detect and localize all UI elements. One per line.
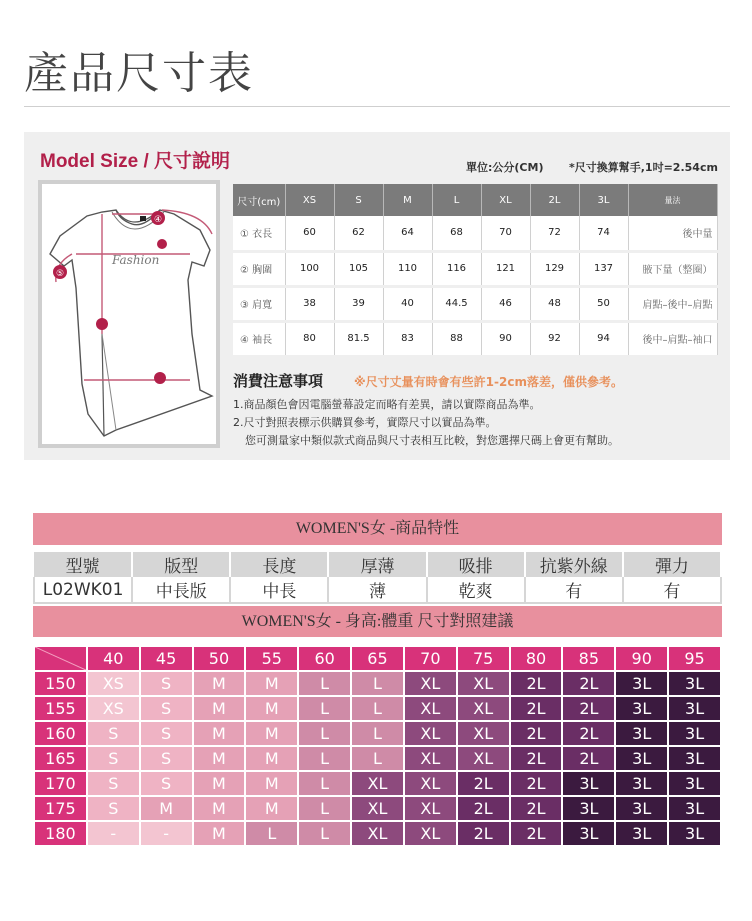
size-cell: 2L — [563, 722, 614, 745]
size-cell: 3L — [616, 822, 667, 845]
marker-five: ⑤ — [56, 269, 65, 279]
features-table — [33, 552, 722, 604]
size-cell: L — [299, 722, 350, 745]
method-cell: 腋下量（整圈） — [628, 251, 717, 286]
size-cell: 2L — [458, 772, 509, 795]
size-cell: 3L — [669, 797, 720, 820]
cell: 81.5 — [334, 321, 383, 356]
cell: 38 — [285, 286, 334, 321]
size-cell: XL — [405, 797, 456, 820]
cell: 44.5 — [432, 286, 481, 321]
size-cell: L — [246, 822, 297, 845]
notice-line: 1.商品顏色會因電腦螢幕設定而略有差異，請以實際商品為準。 — [233, 398, 541, 411]
height-header: 170 — [35, 772, 86, 795]
feature-value: 薄 — [328, 577, 426, 603]
size-cell: S — [141, 772, 192, 795]
size-cell: L — [352, 697, 403, 720]
size-cell: 2L — [511, 822, 562, 845]
grid-row — [35, 722, 720, 745]
cell: 105 — [334, 251, 383, 286]
cell: 83 — [383, 321, 432, 356]
size-cell: L — [352, 747, 403, 770]
size-cell: 3L — [669, 772, 720, 795]
size-cell: M — [194, 672, 245, 695]
row-label: ① 衣長 — [233, 216, 285, 251]
weight-header: 90 — [616, 647, 667, 670]
grid-row — [35, 697, 720, 720]
size-cell: - — [141, 822, 192, 845]
size-cell: 3L — [616, 797, 667, 820]
size-cell: 2L — [511, 672, 562, 695]
col-header: XS — [285, 184, 334, 216]
col-header: 3L — [579, 184, 628, 216]
size-table-header — [233, 184, 717, 216]
size-cell: 3L — [669, 822, 720, 845]
table-row — [233, 321, 717, 356]
cell: 88 — [432, 321, 481, 356]
height-header: 175 — [35, 797, 86, 820]
size-cell: 3L — [669, 672, 720, 695]
page-title: 產品尺寸表 — [24, 48, 254, 99]
size-cell: XL — [405, 722, 456, 745]
grid-header-row — [35, 647, 720, 670]
conversion-note: *尺寸換算幫手,1吋=2.54cm — [569, 161, 718, 174]
feature-value: L02WK01 — [34, 577, 132, 603]
col-header: 尺寸(cm) — [233, 184, 285, 216]
size-cell: S — [141, 722, 192, 745]
size-cell: S — [88, 772, 139, 795]
height-header: 150 — [35, 672, 86, 695]
size-cell: 2L — [511, 797, 562, 820]
size-cell: M — [141, 797, 192, 820]
method-cell: 肩點–後中–肩點 — [628, 286, 717, 321]
cell: 39 — [334, 286, 383, 321]
col-header: S — [334, 184, 383, 216]
size-cell: M — [246, 772, 297, 795]
size-cell: L — [299, 747, 350, 770]
col-header: L — [432, 184, 481, 216]
size-cell: XL — [405, 772, 456, 795]
size-cell: XL — [405, 697, 456, 720]
col-header: XL — [481, 184, 530, 216]
row-label: ④ 袖長 — [233, 321, 285, 356]
cell: 40 — [383, 286, 432, 321]
weight-header: 75 — [458, 647, 509, 670]
size-cell: S — [141, 672, 192, 695]
size-cell: S — [141, 697, 192, 720]
table-row — [233, 216, 717, 251]
size-cell: 3L — [563, 797, 614, 820]
features-header-row — [34, 552, 721, 577]
size-cell: 2L — [458, 822, 509, 845]
features-bar: WOMEN'S女 -商品特性 — [33, 513, 722, 545]
weight-header: 85 — [563, 647, 614, 670]
size-cell: XL — [458, 747, 509, 770]
cell: 62 — [334, 216, 383, 251]
diagram-logo: Fashion — [112, 253, 160, 267]
size-cell: XL — [458, 722, 509, 745]
size-cell: M — [194, 722, 245, 745]
cell: 121 — [481, 251, 530, 286]
weight-header: 45 — [141, 647, 192, 670]
title-divider — [24, 106, 730, 107]
size-cell: 3L — [616, 697, 667, 720]
weight-header: 50 — [194, 647, 245, 670]
col-header: 量法 — [628, 184, 717, 216]
feature-value: 中長版 — [132, 577, 230, 603]
size-cell: M — [194, 697, 245, 720]
table-row — [233, 251, 717, 286]
size-cell: 3L — [616, 722, 667, 745]
cell: 90 — [481, 321, 530, 356]
feature-header: 抗紫外線 — [525, 552, 623, 577]
size-cell: L — [299, 697, 350, 720]
size-cell: 2L — [458, 797, 509, 820]
cell: 80 — [285, 321, 334, 356]
cell: 72 — [530, 216, 579, 251]
size-cell: S — [141, 747, 192, 770]
cell: 116 — [432, 251, 481, 286]
col-header: M — [383, 184, 432, 216]
feature-header: 版型 — [132, 552, 230, 577]
feature-header: 厚薄 — [328, 552, 426, 577]
recommend-grid — [33, 645, 722, 847]
cell: 50 — [579, 286, 628, 321]
size-cell: XL — [405, 672, 456, 695]
size-cell: 2L — [511, 747, 562, 770]
size-table — [233, 184, 718, 358]
size-cell: 3L — [563, 822, 614, 845]
size-cell: M — [246, 722, 297, 745]
height-header: 155 — [35, 697, 86, 720]
cell: 94 — [579, 321, 628, 356]
size-cell: L — [299, 672, 350, 695]
size-cell: XL — [352, 797, 403, 820]
corner-diagonal — [35, 647, 86, 670]
shirt-diagram — [38, 180, 220, 448]
weight-header: 65 — [352, 647, 403, 670]
cell: 68 — [432, 216, 481, 251]
notice-warning: ※尺寸丈量有時會有些許1-2cm落差，僅供參考。 — [354, 375, 623, 389]
feature-header: 長度 — [230, 552, 328, 577]
cell: 46 — [481, 286, 530, 321]
model-size-heading: Model Size / 尺寸說明 — [40, 151, 231, 172]
weight-header: 70 — [405, 647, 456, 670]
size-cell: XL — [405, 822, 456, 845]
size-cell: 3L — [669, 722, 720, 745]
cell: 100 — [285, 251, 334, 286]
size-cell: M — [246, 672, 297, 695]
cell: 64 — [383, 216, 432, 251]
size-cell: 3L — [616, 772, 667, 795]
notice-line: 2.尺寸對照表標示供購買參考，實際尺寸以實品為準。 — [233, 416, 497, 429]
grid-corner — [35, 647, 86, 670]
feature-header: 吸排 — [427, 552, 525, 577]
cell: 92 — [530, 321, 579, 356]
size-cell: 3L — [669, 697, 720, 720]
size-cell: XL — [458, 697, 509, 720]
height-header: 160 — [35, 722, 86, 745]
size-cell: S — [88, 797, 139, 820]
table-row — [233, 286, 717, 321]
cell: 137 — [579, 251, 628, 286]
cell: 110 — [383, 251, 432, 286]
grid-row — [35, 747, 720, 770]
grid-row — [35, 797, 720, 820]
weight-header: 55 — [246, 647, 297, 670]
feature-header: 彈力 — [623, 552, 721, 577]
row-label: ② 胸圍 — [233, 251, 285, 286]
shirt-illustration — [42, 184, 216, 444]
feature-header: 型號 — [34, 552, 132, 577]
features-value-row — [34, 577, 721, 603]
size-cell: XS — [88, 672, 139, 695]
size-cell: XL — [458, 672, 509, 695]
size-cell: XL — [405, 747, 456, 770]
height-header: 180 — [35, 822, 86, 845]
weight-header: 40 — [88, 647, 139, 670]
cell: 74 — [579, 216, 628, 251]
feature-value: 有 — [525, 577, 623, 603]
size-cell: 2L — [563, 747, 614, 770]
size-cell: XL — [352, 822, 403, 845]
model-size-panel — [24, 132, 730, 460]
size-cell: M — [194, 747, 245, 770]
unit-label: 單位:公分(CM) — [466, 161, 544, 174]
method-cell: 後中量 — [628, 216, 717, 251]
marker-four: ④ — [154, 215, 163, 225]
size-cell: S — [88, 747, 139, 770]
size-cell: 2L — [563, 672, 614, 695]
weight-header: 95 — [669, 647, 720, 670]
recommend-bar: WOMEN'S女 - 身高:體重 尺寸對照建議 — [33, 606, 722, 637]
size-cell: M — [194, 772, 245, 795]
size-cell: 2L — [511, 722, 562, 745]
size-cell: XS — [88, 697, 139, 720]
size-cell: M — [246, 697, 297, 720]
col-header: 2L — [530, 184, 579, 216]
size-cell: M — [194, 822, 245, 845]
size-cell: 3L — [669, 747, 720, 770]
size-cell: 3L — [563, 772, 614, 795]
size-cell: 2L — [511, 772, 562, 795]
size-cell: L — [299, 797, 350, 820]
size-cell: - — [88, 822, 139, 845]
grid-row — [35, 822, 720, 845]
size-cell: 3L — [616, 747, 667, 770]
size-cell: 2L — [511, 697, 562, 720]
notice-heading: 消費注意事項 — [233, 372, 324, 390]
notice-line: 您可測量家中類似款式商品與尺寸表相互比較，對您選擇尺碼上會更有幫助。 — [245, 434, 619, 447]
cell: 70 — [481, 216, 530, 251]
grid-row — [35, 772, 720, 795]
feature-value: 有 — [623, 577, 721, 603]
size-cell: L — [299, 772, 350, 795]
cell: 48 — [530, 286, 579, 321]
row-label: ③ 肩寬 — [233, 286, 285, 321]
cell: 129 — [530, 251, 579, 286]
grid-row — [35, 672, 720, 695]
weight-header: 60 — [299, 647, 350, 670]
size-cell: M — [246, 797, 297, 820]
height-header: 165 — [35, 747, 86, 770]
size-cell: L — [352, 722, 403, 745]
size-cell: L — [299, 822, 350, 845]
size-cell: M — [246, 747, 297, 770]
weight-header: 80 — [511, 647, 562, 670]
size-cell: S — [88, 722, 139, 745]
feature-value: 乾爽 — [427, 577, 525, 603]
method-cell: 後中–肩點–袖口 — [628, 321, 717, 356]
size-cell: 2L — [563, 697, 614, 720]
size-cell: L — [352, 672, 403, 695]
cell: 60 — [285, 216, 334, 251]
size-cell: M — [194, 797, 245, 820]
size-cell: 3L — [616, 672, 667, 695]
feature-value: 中長 — [230, 577, 328, 603]
size-cell: XL — [352, 772, 403, 795]
